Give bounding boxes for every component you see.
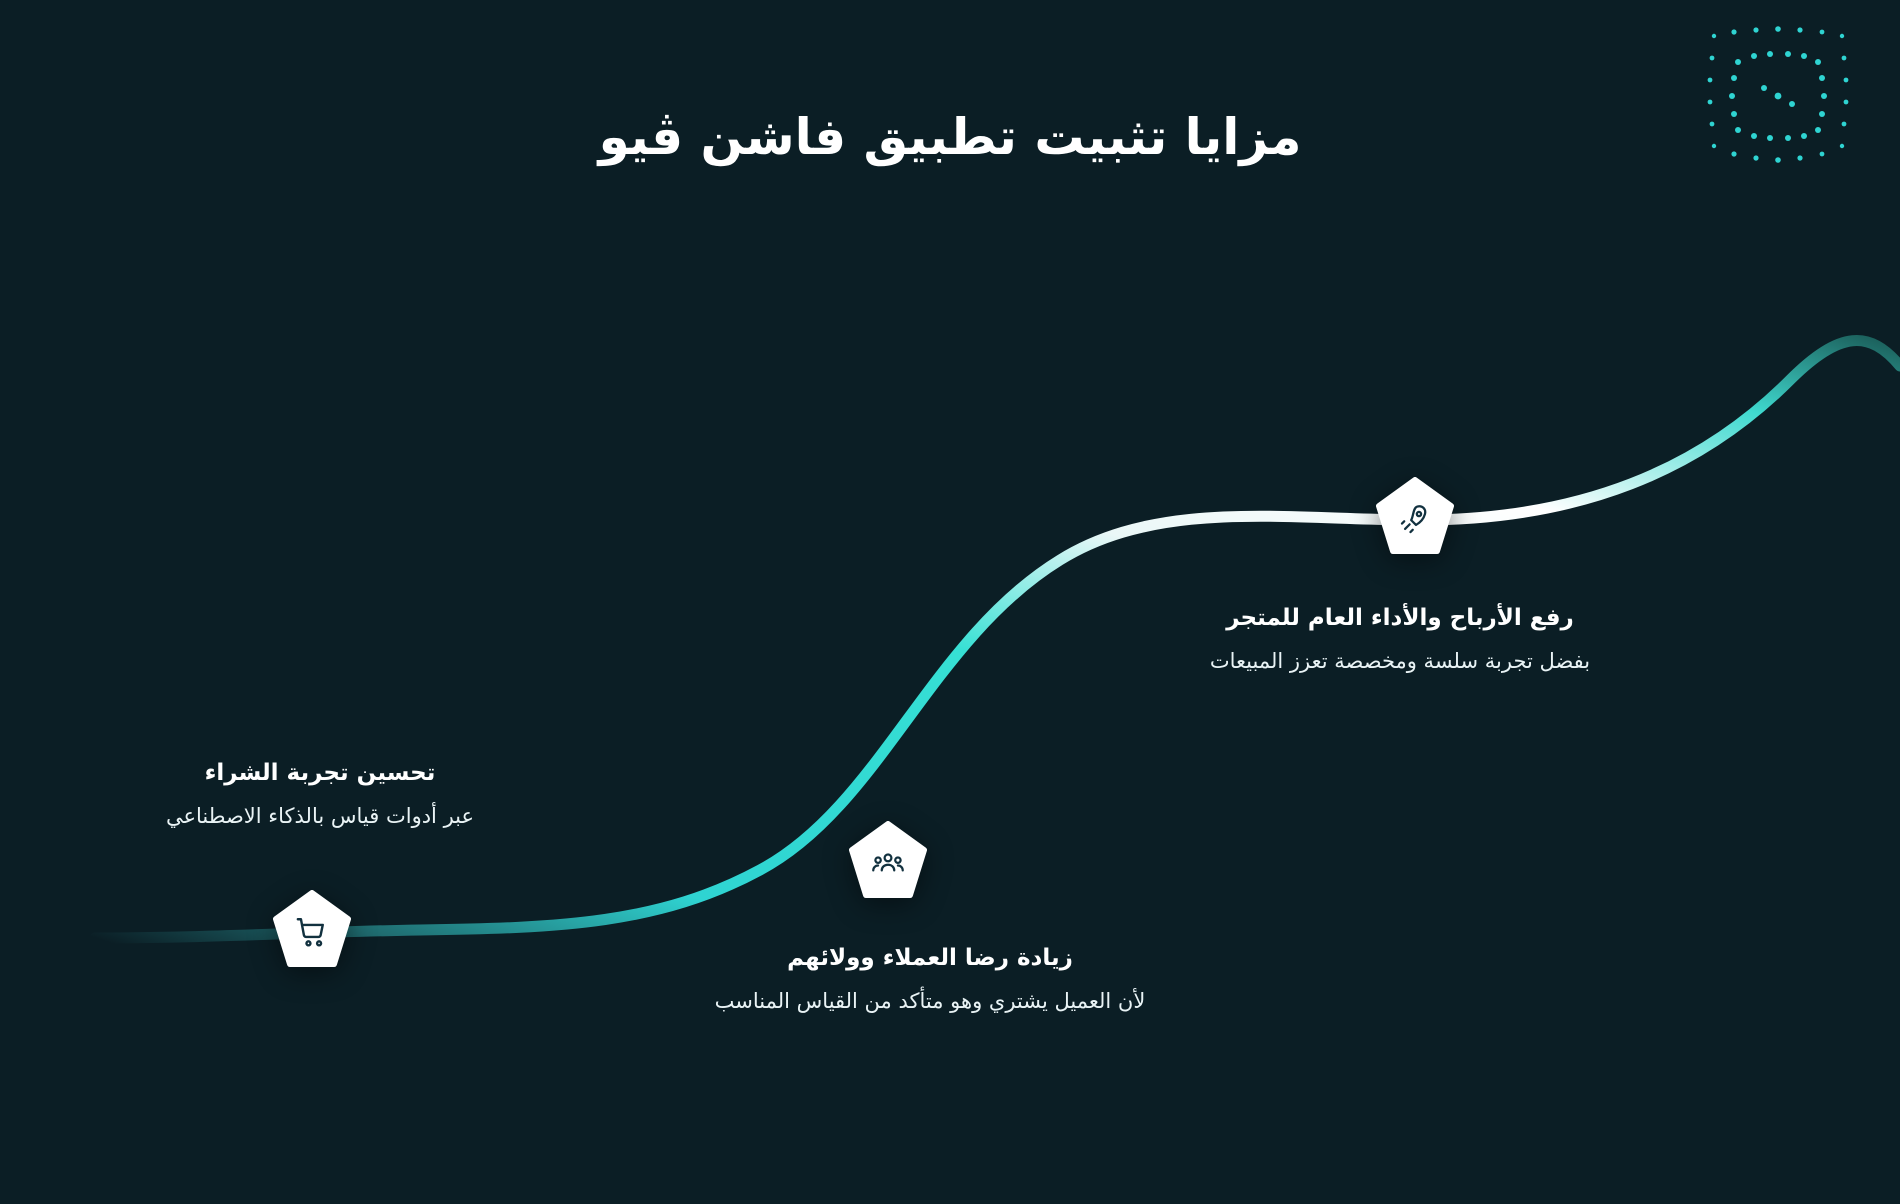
milestone-3-heading: رفع الأرباح والأداء العام للمتجر <box>1226 605 1574 631</box>
page-title: مزايا تثبيت تطبيق فاشن ڤيو <box>598 108 1302 166</box>
milestone-3-subtext: بفضل تجربة سلسة ومخصصة تعزز المبيعات <box>1209 649 1591 673</box>
people-group-icon <box>846 821 930 905</box>
milestone-1-heading: تحسين تجربة الشراء <box>204 760 436 786</box>
milestone-label-2 <box>430 945 1430 1013</box>
rocket-icon <box>1373 477 1457 561</box>
dot-matrix-logo <box>1704 22 1852 170</box>
shopping-cart-icon <box>270 890 354 974</box>
milestone-label-1 <box>40 760 600 828</box>
milestone-node-2[interactable] <box>846 821 930 905</box>
milestone-node-1[interactable] <box>270 890 354 974</box>
milestone-2-heading: زيادة رضا العملاء وولائهم <box>787 945 1073 971</box>
milestone-2-subtext: لأن العميل يشتري وهو متأكد من القياس المناسب <box>714 989 1146 1013</box>
milestone-1-subtext: عبر أدوات قياس بالذكاء الاصطناعي <box>165 804 475 828</box>
milestone-node-3[interactable] <box>1373 477 1457 561</box>
milestone-label-3 <box>1000 605 1800 673</box>
